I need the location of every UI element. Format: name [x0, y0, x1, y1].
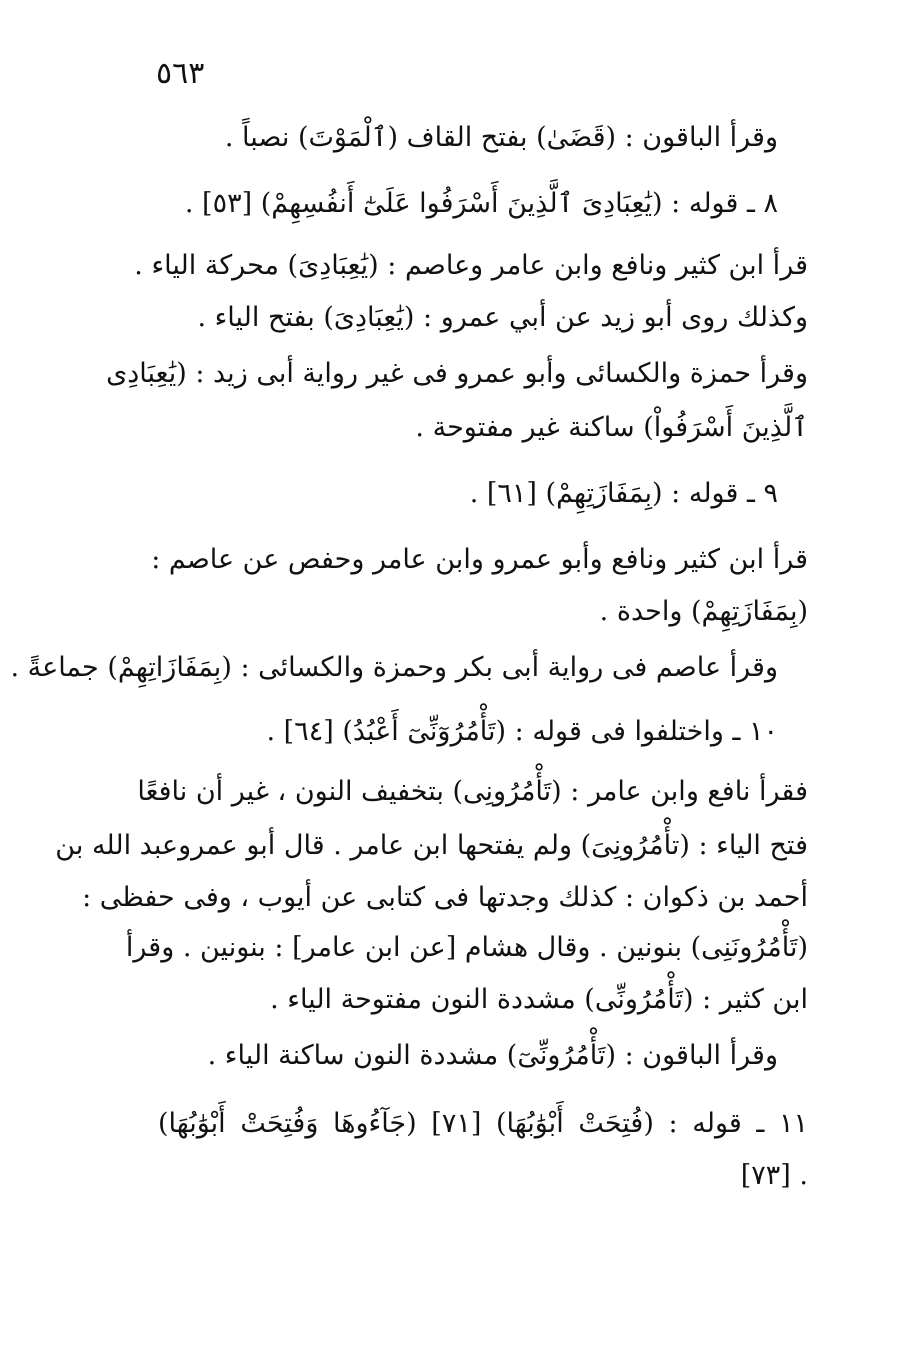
text-line: قرأ ابن كثير ونافع وابن عامر وعاصم : (يَٰعِبَادِىَ) محركة الياء .	[134, 250, 808, 281]
section-heading: ٨ ـ قوله : (يَٰعِبَادِىَ ٱلَّذِينَ أَسْرَفُوا عَلَىٰٓ أَنفُسِهِمْ) [٥٣] .	[184, 188, 778, 219]
text-line: ابن كثير : (تَأْمُرُونِّى) مشددة النون مفتوحة الياء .	[270, 984, 808, 1015]
text-line: وقرأ الباقون : (قَضَىٰ) بفتح القاف (ٱلْمَوْتَ) نصباً .	[224, 122, 778, 153]
text-line: قرأ ابن كثير ونافع وأبو عمرو وابن عامر وحفص عن عاصم :	[151, 544, 808, 575]
section-heading: ١٠ ـ واختلفوا فى قوله : (تَأْمُرُوٓنِّىٓ أَعْبُدُ) [٦٤] .	[266, 716, 778, 747]
page-number: ٥٦٣	[156, 56, 205, 91]
section-heading: ١١ ـ قوله : (فُتِحَتْ أَبْوَٰبُهَا) [٧١] (جَآءُوهَا وَفُتِحَتْ أَبْوَٰبُهَا)	[158, 1108, 808, 1139]
text-line: وقرأ حمزة والكسائى وأبو عمرو فى غير رواية أبى زيد : (يَٰعِبَادِى	[106, 358, 808, 389]
text-line: وكذلك روى أبو زيد عن أبي عمرو : (يَٰعِبَادِىَ) بفتح الياء .	[197, 302, 808, 333]
section-heading: ٩ ـ قوله : (بِمَفَازَتِهِمْ) [٦١] .	[469, 478, 778, 509]
text-line: [٧٣] .	[740, 1160, 808, 1191]
text-line: أحمد بن ذكوان : كذلك وجدتها فى كتابى عن أيوب ، وفى حفظى :	[82, 882, 808, 913]
text-line: (بِمَفَازَتِهِمْ) واحدة .	[599, 596, 808, 627]
text-line: وقرأ عاصم فى رواية أبى بكر وحمزة والكسائى : (بِمَفَازَاتِهِمْ) جماعةً .	[10, 652, 778, 683]
text-line: (تَأْمُرُونَنِى) بنونين . وقال هشام [عن ابن عامر] : بنونين . وقرأ	[125, 932, 808, 963]
text-line: فقرأ نافع وابن عامر : (تَأْمُرُونِى) بتخفيف النون ، غير أن نافعًا	[137, 776, 808, 807]
text-line: وقرأ الباقون : (تَأْمُرُونِّىٓ) مشددة النون ساكنة الياء .	[207, 1040, 778, 1071]
text-line: ٱلَّذِينَ أَسْرَفُواْ) ساكنة غير مفتوحة .	[415, 412, 808, 443]
text-line: فتح الياء : (تأْمُرُونِىَ) ولم يفتحها ابن عامر . قال أبو عمروعبد الله بن	[55, 830, 808, 861]
